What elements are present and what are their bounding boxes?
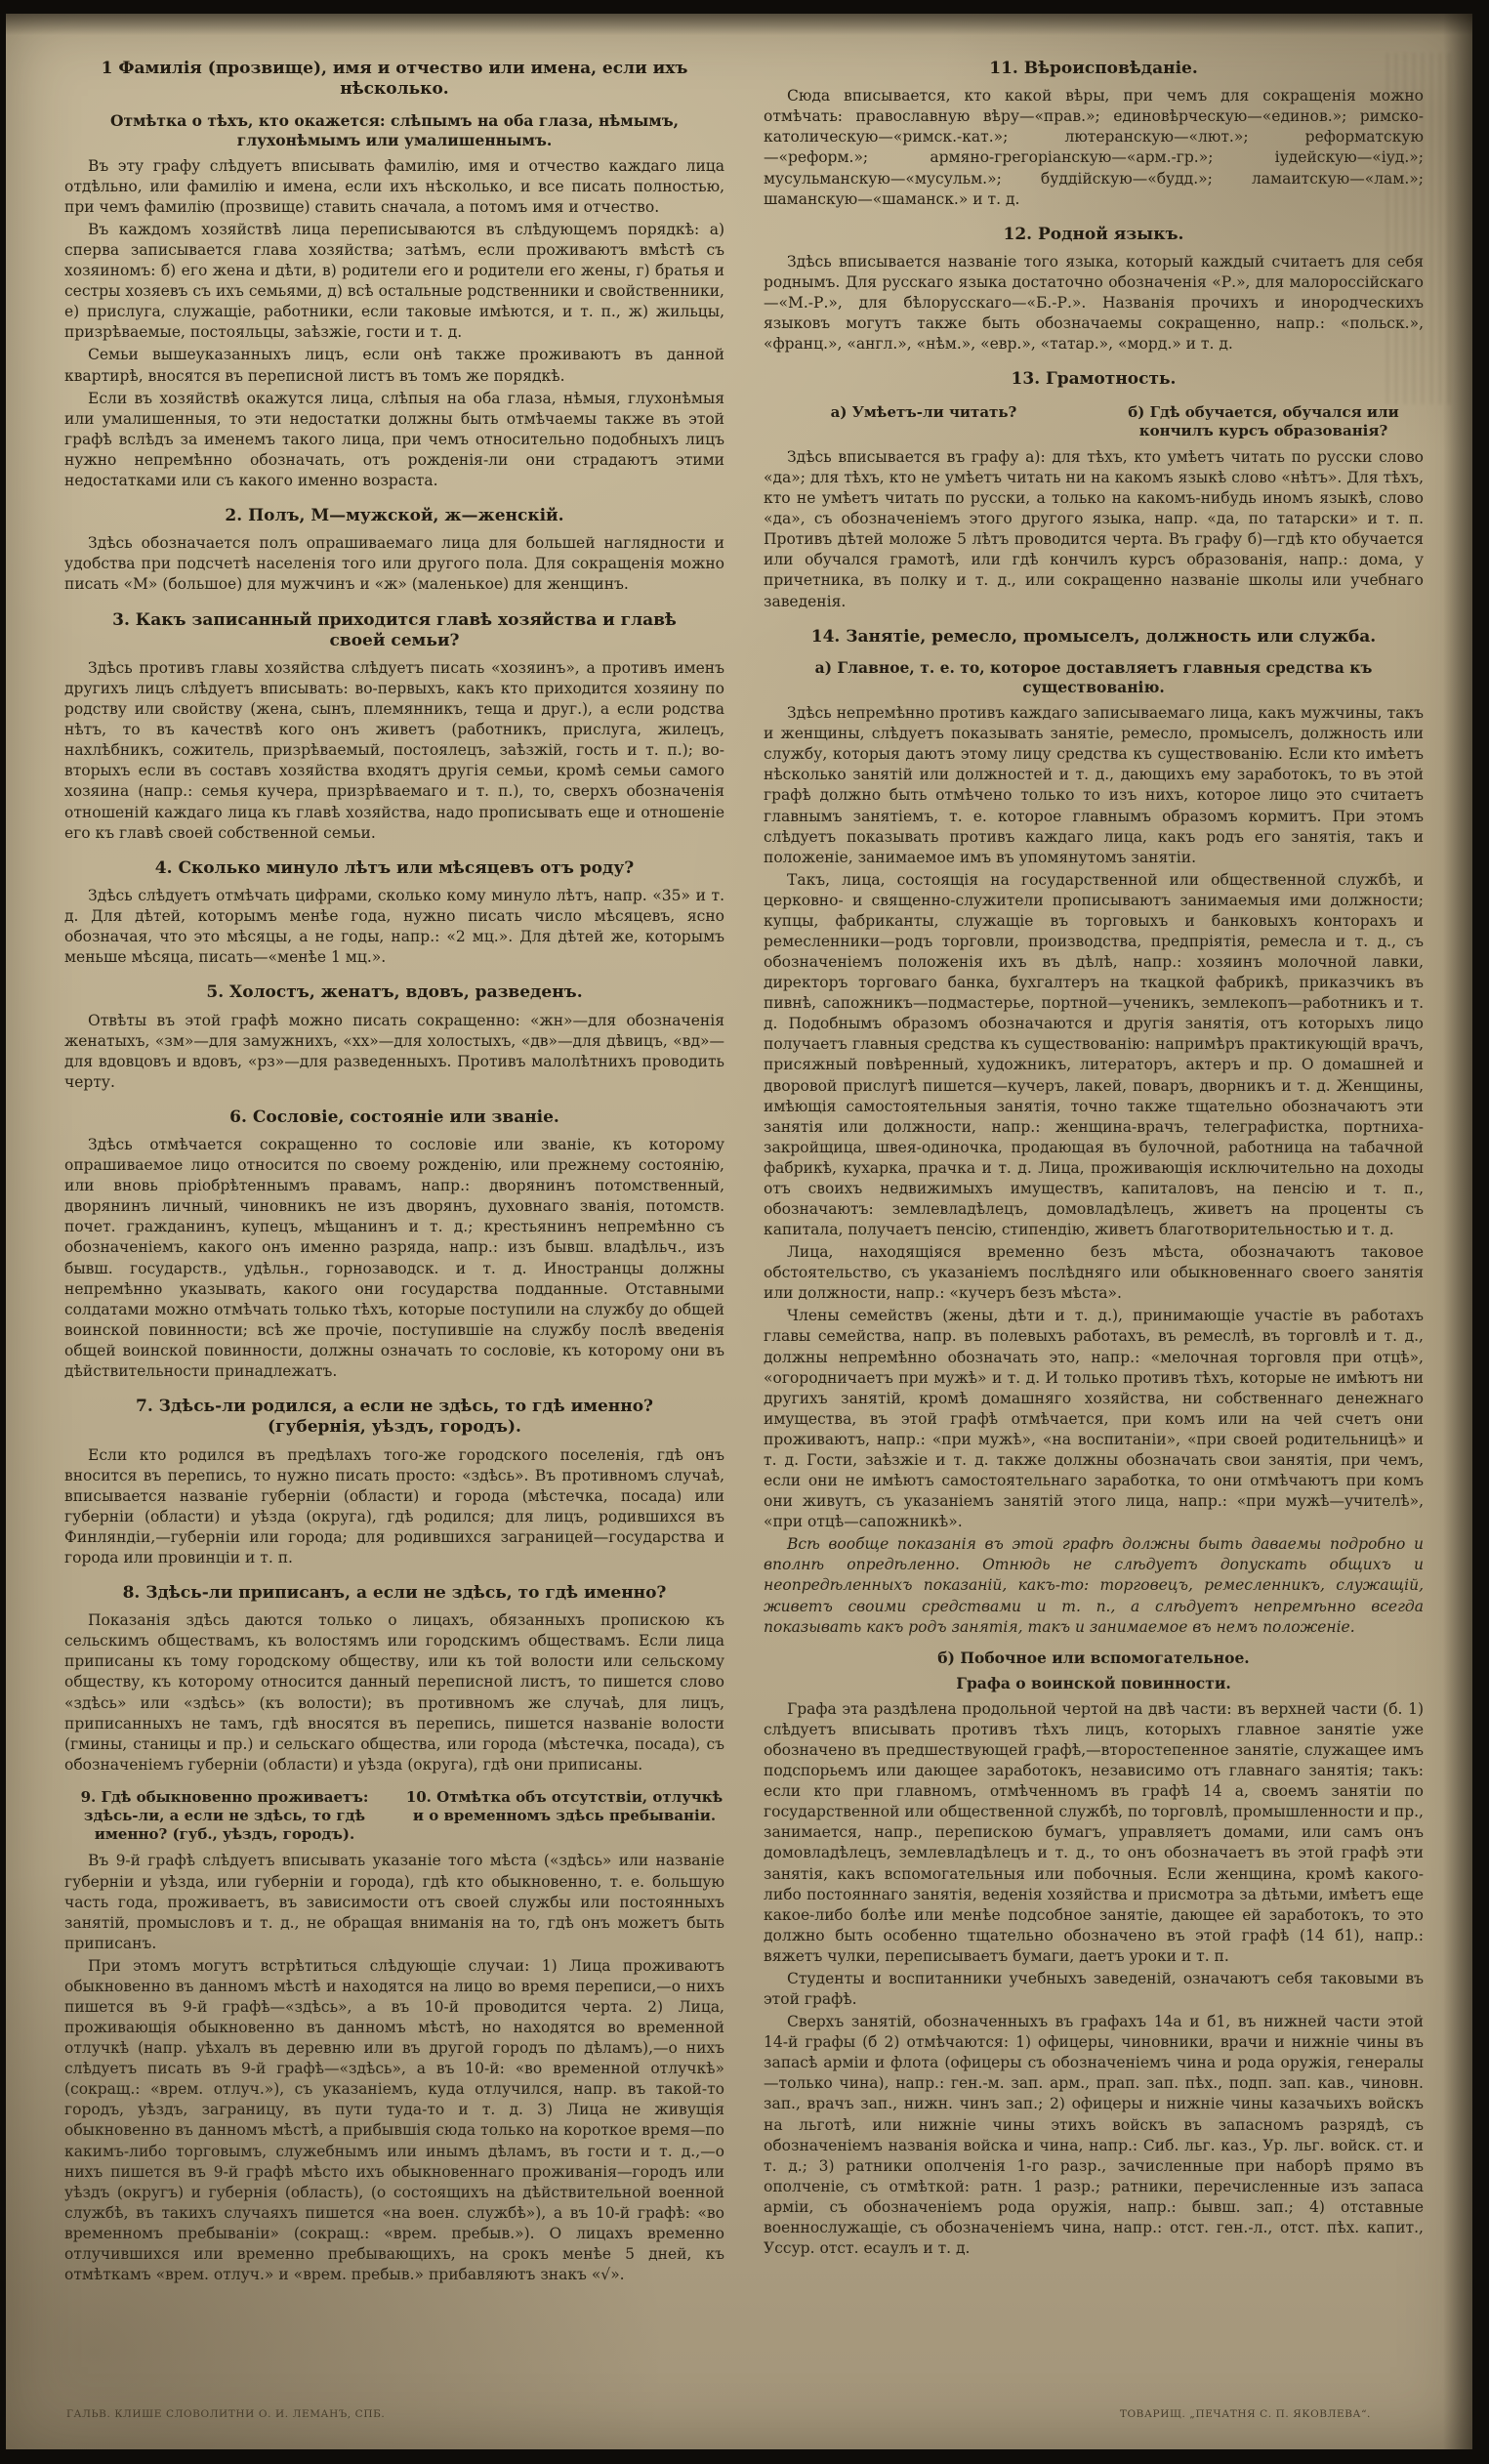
paragraph: Сюда вписывается, кто какой вѣры, при чемъ для сокращенія можно отмѣчать: православную вѣру—«прав.»; единовѣрческую—«единов.»; римско-католическую—«римск.-кат.»; лютеранскую—«лют.»; реформатскую—«реформ.»; армяно-грегоріанскую—«арм.-гр.»; іудейскую—«іуд.»; мусульманскую—«мусульм.»; буддійскую—«будд.»; ламаитскую—«лам.»; шаманскую—«шаманск.» и т. д. — [764, 87, 1424, 208]
section-heading: 11. Вѣроисповѣданіе. — [989, 59, 1198, 78]
paragraph: Здѣсь противъ главы хозяйства слѣдуетъ писать «хозяинъ», а противъ именъ другихъ лицъ слѣдуетъ вписывать: во-первыхъ, какъ кто приходится хозяину по родству или свойству (жена, сынъ, племянникъ, теща и друг.), а если родства нѣтъ, то въ качествѣ кого онъ живетъ (работникъ, прислуга, жилецъ, нахлѣбникъ, сожитель, призрѣваемый, постоялецъ, заѣзжій, гость и т. п.); во-вторыхъ если въ составъ хозяйства входятъ другія семьи, кромѣ семьи самого хозяина (напр.: семья кучера, призрѣваемаго и т. п.), то, сверхъ обозначенія отношеній каждаго лица къ главѣ хозяйства, надо прописывать еще и отношеніе его къ главѣ своей собственной семьи. — [64, 659, 724, 842]
right-column — [764, 59, 1424, 2287]
paragraph: Если кто родился въ предѣлахъ того-же городского поселенія, гдѣ онъ вносится въ перепись, то нужно писать просто: «здѣсь». Въ противномъ случаѣ, вписывается названіе губерніи (области) и города (мѣстечка, посада) или губерніи (области) и уѣзда (округа), гдѣ родился; для лицъ, родившихся въ Финляндіи,—губерніи или города; для родившихся заграницей—государства и города или провинціи и т. п. — [64, 1445, 724, 1566]
paragraph: Здѣсь вписывается въ графу а): для тѣхъ, кто умѣетъ читать по русски слово «да»; для тѣхъ, кто не умѣетъ читать ни на какомъ языкѣ слово «нѣтъ». Для тѣхъ, кто не умѣетъ читать по русски, а только на какомъ-нибудь иномъ языкѣ, слово «да», съ обозначеніемъ этого другого языка, напр. «да, по татарски» и т. п. Противъ дѣтей моложе 5 лѣтъ проводится черта. Въ графу б)—гдѣ кто обучается или обучался грамотѣ, или гдѣ кончилъ курсъ образованія, напр.: дома, у причетника, въ полку и т. д., или сокращенно названіе школы или учебнаго заведенія. — [764, 447, 1424, 610]
section-heading: 9. Гдѣ обыкновенно проживаетъ: здѣсь-ли, а если не здѣсь, то гдѣ именно? (губ., уѣздъ, городъ). — [80, 1787, 369, 1844]
section-heading: 14. Занятіе, ремесло, промыселъ, должность или служба. — [810, 626, 1377, 647]
section-heading: 4. Сколько минуло лѣтъ или мѣсяцевъ отъ роду? — [154, 857, 635, 878]
printer-credit-left: ГАЛЬВ. КЛИШЕ СЛОВОЛИТНИ О. И. ЛЕМАНЪ, СПБ. — [66, 2408, 386, 2420]
section-heading: 1 Фамилія (прозвище), имя и отчество или имена, если ихъ нѣсколько. — [101, 59, 688, 100]
section-heading: Отмѣтка о тѣхъ, кто окажется: слѣпымъ на оба глаза, нѣмымъ, глухонѣмымъ или умалишеннымъ. — [109, 110, 680, 149]
section-heading: 6. Сословіе, состояніе или званіе. — [229, 1107, 559, 1127]
section-heading: б) Побочное или вспомогательное. — [937, 1648, 1250, 1667]
paragraph: Студенты и воспитанники учебныхъ заведеній, означаютъ себя таковыми въ этой графѣ. — [764, 1969, 1424, 2009]
section-heading-pair — [764, 403, 1424, 440]
section-heading: а) Главное, т. е. то, которое доставляетъ главныя средства къ существованію. — [814, 657, 1373, 696]
section-heading: а) Умѣетъ-ли читать? — [830, 402, 1017, 421]
section-heading: 2. Полъ, М—мужской, ж—женскій. — [225, 506, 564, 526]
paragraph: Здѣсь отмѣчается сокращенно то сословіе или званіе, къ которому опрашиваемое лицо относится по своему рожденію, или прежнему состоянію, или вновь пріобрѣтеннымъ правамъ, напр.: дворянинъ потомственный, дворянинъ личный, чиновникъ не изъ дворянъ, духовнаго званія, потомств. почет. гражданинъ, купецъ, мѣщанинъ и т. д.; крестьянинъ непремѣнно съ обозначеніемъ, какого онъ именно разряда, напр.: изъ бывш. владѣльч., изъ бывш. государств., удѣльн., горнозаводск. и т. д. Иностранцы должны непремѣнно указывать, какого они государства подданные. Отставными солдатами можно отмѣчать только тѣхъ, которые поступили на службу до общей воинской повинности; всѣ же прочіе, поступившіе на службу послѣ введенія общей воинской повинности, должны означать то сословіе, къ которому они въ дѣйствительности принадлежатъ. — [64, 1136, 724, 1380]
section-heading: 8. Здѣсь-ли приписанъ, а если не здѣсь, то гдѣ именно? — [122, 1583, 667, 1603]
paragraph: Въ эту графу слѣдуетъ вписывать фамилію, имя и отчество каждаго лица отдѣльно, или фамилію и имена, если ихъ нѣсколько, и все писать полностью, при чемъ фамилію (прозвище) ставить сначала, а потомъ имя и отчество. — [64, 156, 724, 216]
printer-credits — [6, 2408, 1472, 2424]
paragraph: Члены семействъ (жены, дѣти и т. д.), принимающіе участіе въ работахъ главы семейства, напр. въ полевыхъ работахъ, въ ремеслѣ, въ торговлѣ и т. д., должны непремѣнно обозначать это, напр.: «мелочная торговля при отцѣ», «огородничаетъ при мужѣ» и т. д. И только противъ тѣхъ, которые не имѣютъ ни другихъ занятій, кромѣ домашняго хозяйства, ни собственнаго денежнаго имущества, въ этой графѣ отмѣчается, при комъ или на чей счетъ они проживаютъ, напр.: «при мужѣ», «на воспитаніи», «при своей родительницѣ» и т. д. Гости, заѣзжіе и т. д. также должны обозначать свои занятія, при чемъ, если они не имѣютъ самостоятельнаго заработка, то они отмѣчаютъ при комъ они живутъ, съ указаніемъ занятій этого лица, напр.: «при мужѣ—учителѣ», «при отцѣ—сапожникѣ». — [764, 1307, 1424, 1531]
document-page — [6, 14, 1472, 2449]
paragraph: Всѣ вообще показанія въ этой графѣ должны быть даваемы подробно и вполнѣ опредѣленно. Отнюдь не слѣдуетъ допускать общихъ и неопредѣленныхъ показаній, какъ-то: торговецъ, ремесленникъ, служащій, живетъ своими средствами и т. п., а слѣдуетъ непремѣнно всегда показывать какъ родъ занятія, такъ и занимаемое въ немъ положеніе. — [764, 1535, 1424, 1636]
paragraph: Въ 9-й графѣ слѣдуетъ вписывать указаніе того мѣста («здѣсь» или названіе губерніи и уѣзда, или губерніи и города), гдѣ кто обыкновенно, т. е. большую часть года, проживаетъ, въ зависимости отъ своей службы или постоянныхъ занятій, промысловъ и т. д., не обращая вниманія на то, гдѣ онъ можетъ быть приписанъ. — [64, 1852, 724, 1952]
paragraph: Здѣсь обозначается полъ опрашиваемаго лица для большей наглядности и удобства при подсчетѣ населенія того или другого пола. Для сокращенія можно писать «М» (большое) для мужчинъ и «ж» (маленькое) для женщинъ. — [64, 534, 724, 594]
paragraph: При этомъ могутъ встрѣтиться слѣдующіе случаи: 1) Лица проживаютъ обыкновенно въ данномъ мѣстѣ и находятся на лицо во время переписи,—о нихъ пишется въ 9-й графѣ—«здѣсь», а въ 10-й проводится черта. 2) Лица, проживающія обыкновенно въ данномъ мѣстѣ, но находятся во временной отлучкѣ (напр. уѣхалъ въ деревню или въ другой городъ по дѣламъ),—о нихъ слѣдуетъ писать въ 9-й графѣ—«здѣсь», а въ 10-й: «во временной отлучкѣ» (сокращ.: «врем. отлуч.»), съ указаніемъ, куда отлучился, напр. въ такой-то городъ, уѣздъ, заграницу, въ пути туда-то и т. д. 3) Лица не живущія обыкновенно въ данномъ мѣстѣ, а прибывшія сюда только на короткое время—по какимъ-либо торговымъ, служебнымъ или инымъ дѣламъ, въ гости и т. д.,—о нихъ пишется въ 9-й графѣ мѣсто ихъ обыкновеннаго проживанія—городъ или уѣздъ (округъ) и губернія (область), (о состоящихъ на дѣйствительной военной службѣ, въ такихъ случаяхъ пишется «на воен. службѣ»), а въ 10-й графѣ: «во временномъ пребываніи» (сокращ.: «врем. пребыв.»). О лицахъ временно отлучившихся или временно пребывающихъ, на срокъ менѣе 5 дней, къ отмѣткамъ «врем. отлуч.» и «врем. пребыв.» прибавляютъ знакъ «√». — [64, 1956, 724, 2283]
section-heading: 13. Грамотность. — [1011, 369, 1177, 390]
section-heading: 5. Холостъ, женатъ, вдовъ, разведенъ. — [206, 982, 583, 1003]
paragraph: Лица, находящіяся временно безъ мѣста, обозначаютъ таковое обстоятельство, съ указаніемъ послѣдняго или обыкновеннаго своего занятія или должности, напр.: «кучеръ безъ мѣста». — [764, 1243, 1424, 1303]
section-heading: 10. Отмѣтка объ отсутствіи, отлучкѣ и о временномъ здѣсь пребываніи. — [405, 1787, 724, 1825]
section-heading: 7. Здѣсь-ли родился, а если не здѣсь, то гдѣ именно? (губернія, уѣздъ, городъ). — [135, 1397, 653, 1438]
section-heading: 12. Родной языкъ. — [1003, 224, 1184, 244]
page-content — [64, 59, 1424, 2287]
section-heading-pair — [64, 1788, 724, 1845]
paragraph: Здѣсь вписывается названіе того языка, который каждый считаетъ для себя роднымъ. Для русскаго языка достаточно обозначенія «Р.», для малороссійскаго—«М.-Р.», для бѣлорусскаго—«Б.-Р.». Названія прочихъ и инородческихъ языковъ могутъ также быть обозначаемы сокращенно, напр.: «польск.», «франц.», «англ.», «нѣм.», «евр.», «татар.», «морд.» и т. д. — [764, 252, 1424, 354]
paragraph: Такъ, лица, состоящія на государственной или общественной службѣ, и церковно- и священно-служители прописываютъ занимаемыя ими должности; купцы, фабриканты, служащіе въ торговыхъ и банковыхъ конторахъ и ремесленники—родъ торговли, производства, предпріятія, ремесла и т. д., съ обозначеніемъ положенія ихъ въ дѣлѣ, напр.: хозяинъ молочной лавки, директоръ торговаго банка, бухгалтеръ на ткацкой фабрикѣ, приказчикъ въ пивнѣ, сапожникъ—подмастерье, портной—ученикъ, землекопъ—работникъ и т. д. Подобнымъ образомъ обозначаются и другія занятія, отъ которыхъ лицо получаетъ главныя средства къ существованію: напримѣръ практикующій врачъ, присяжный повѣренный, художникъ, литераторъ, актеръ и пр. О домашней и дворовой прислугѣ пишется—кучеръ, лакей, поваръ, дворникъ и т. д. Женщины, имѣющія самостоятельныя занятія, точно также тщательно обозначаютъ эти занятія или должности, напр.: женщина-врачъ, телеграфистка, портниха-закройщица, швея-одиночка, продающая въ булочной, работница на табачной фабрикѣ, кухарка, прачка и т. д. Лица, проживающія исключительно на доходы отъ своихъ недвижимыхъ имуществъ, капиталовъ, на пенсію и т. п., обозначаютъ: землевладѣлецъ, домовладѣлецъ, живетъ на проценты съ капитала, получаетъ пенсію, стипендію, живетъ благотворительностью и т. д. — [764, 870, 1424, 1239]
paragraph: Показанія здѣсь даются только о лицахъ, обязанныхъ пропискою къ сельскимъ обществамъ, къ волостямъ или городскимъ обществамъ. Если лица приписаны къ тому городскому обществу, или къ той волости или сельскому обществу, къ которому относится данный переписной листъ, то пишется слово «здѣсь» или «здѣсь» (къ волости); въ противномъ же случаѣ, для лицъ, приписанныхъ не тамъ, гдѣ вносятся въ перепись, пишется названіе волости (гмины, станицы и пр.) и сельскаго общества, или города (мѣстечка, посада), съ обозначеніемъ губерніи (области) и уѣзда (округа), гдѣ они приписаны. — [64, 1611, 724, 1774]
paragraph: Сверхъ занятій, обозначенныхъ въ графахъ 14а и б1, въ нижней части этой 14-й графы (б 2) отмѣчаются: 1) офицеры, чиновники, врачи и нижніе чины въ запасѣ арміи и флота (офицеры съ обозначеніемъ чина и рода оружія, генералы—только чина), напр.: ген.-м. зап. арм., прап. зап. пѣх., подп. зап. кав., чиновн. зап., врачъ зап., нижн. чинъ зап.; 2) офицеры и нижніе чины казачьихъ войскъ на льготѣ, или нижніе чины этихъ войскъ въ запасномъ разрядѣ, съ обозначеніемъ названія войска и чина, напр.: Сиб. льг. каз., Ур. льг. войск. ст. и т. д.; 3) ратники ополченія 1-го разр., зачисленные при наборѣ прямо въ ополченіе, съ отмѣткой: ратн. 1 разр.; ратники, перечисленные изъ запаса арміи, съ обозначеніемъ рода оружія, напр.: бывш. зап.; 4) отставные военнослужащіе, съ обозначеніемъ чина, напр.: отст. ген.-л., отст. пѣх. капит., Уссур. отст. есаулъ и т. д. — [764, 2013, 1424, 2257]
paragraph: Если въ хозяйствѣ окажутся лица, слѣпыя на оба глаза, нѣмыя, глухонѣмыя или умалишенныя, то эти недостатки должны быть отмѣчаемы также въ этой графѣ вслѣдъ за именемъ такого лица, при чемъ относительно подобныхъ лицъ нужно непремѣнно обозначать, отъ рожденія-ли они страдаютъ этими недостатками или съ какого именно возраста. — [64, 389, 724, 489]
left-column — [64, 59, 724, 2287]
printer-credit-right: ТОВАРИЩ. „ПЕЧАТНЯ С. П. ЯКОВЛЕВА“. — [1119, 2408, 1371, 2420]
paragraph: Семьи вышеуказанныхъ лицъ, если онѣ также проживаютъ въ данной квартирѣ, вносятся въ переписной листъ въ томъ же порядкѣ. — [64, 346, 724, 385]
paragraph: Отвѣты въ этой графѣ можно писать сокращенно: «жн»—для обозначенія женатыхъ, «зм»—для замужнихъ, «хх»—для холостыхъ, «дв»—для дѣвицъ, «вд»—для вдовцовъ и вдовъ, «рз»—для разведенныхъ. Противъ малолѣтнихъ проводить черту. — [64, 1011, 724, 1091]
section-heading: 3. Какъ записанный приходится главѣ хозяйства и главѣ своей семьи? — [112, 609, 677, 650]
section-heading: Графа о воинской повинности. — [956, 1673, 1231, 1692]
paragraph: Въ каждомъ хозяйствѣ лица переписываются въ слѣдующемъ порядкѣ: а) сперва записывается глава хозяйства; затѣмъ, если проживаютъ вмѣстѣ съ хозяиномъ: б) его жена и дѣти, в) родители его и родители его жены, г) братья и сестры хозяевъ съ ихъ семьями, д) всѣ остальные родственники и свойственники, е) прислуга, служащіе, работники, если таковые имѣются, и т. п., ж) жильцы, призрѣваемые, постояльцы, заѣзжіе, гости и т. д. — [64, 221, 724, 342]
paragraph: Здѣсь слѣдуетъ отмѣчать цифрами, сколько кому минуло лѣтъ, напр. «35» и т. д. Для дѣтей, которымъ менѣе года, нужно писать число мѣсяцевъ, ясно обозначая, что это мѣсяцы, а не годы, напр.: «2 мц.». Для дѣтей же, которымъ меньше мѣсяца, писать—«менѣе 1 мц.». — [64, 886, 724, 967]
paragraph: Графа эта раздѣлена продольной чертой на двѣ части: въ верхней части (б. 1) слѣдуетъ вписывать противъ тѣхъ лицъ, которыхъ главное занятіе уже обозначено въ предшествующей графѣ,—второстепенное занятіе, служащее имъ подспорьемъ или дающее заработокъ, независимо отъ главнаго занятія; такъ: если кто при главномъ, отмѣченномъ въ графѣ 14 а, своемъ занятіи по государственной или общественной службѣ, по торговлѣ, промышленности и пр., занимается, напр., перепискою бумагъ, управляетъ домами, или самъ онъ домовладѣлецъ, землевладѣлецъ и т. д., то онъ обозначаетъ въ этой графѣ эти занятія, какъ вспомогательныя или побочныя. Если женщина, кромѣ какого-либо постояннаго занятія, веденія хозяйства и присмотра за дѣтьми, имѣетъ еще какое-либо болѣе или менѣе подсобное занятіе, дающее ей заработокъ, то это должно быть особенно тщательно обозначено въ этой графѣ (14 б1), напр.: вяжетъ чулки, переписываетъ бумаги, даетъ уроки и т. п. — [764, 1699, 1424, 1965]
section-heading: б) Гдѣ обучается, обучался или кончилъ курсъ образованія? — [1128, 402, 1399, 439]
paragraph: Здѣсь непремѣнно противъ каждаго записываемаго лица, какъ мужчины, такъ и женщины, слѣдуетъ показывать занятіе, ремесло, промыселъ, должность или службу, которыя даютъ этому лицу средства къ существованію. Если кто имѣетъ нѣсколько занятій или должностей и т. д., дающихъ ему заработокъ, то въ этой графѣ должно быть отмѣчено только то изъ нихъ, которое лицо это считаетъ главнымъ занятіемъ, т. е. которое главнымъ образомъ кормитъ. При этомъ слѣдуетъ показывать противъ каждаго лица, какъ родъ его занятія, такъ и положеніе, занимаемое имъ въ упомянутомъ занятіи. — [764, 704, 1424, 866]
